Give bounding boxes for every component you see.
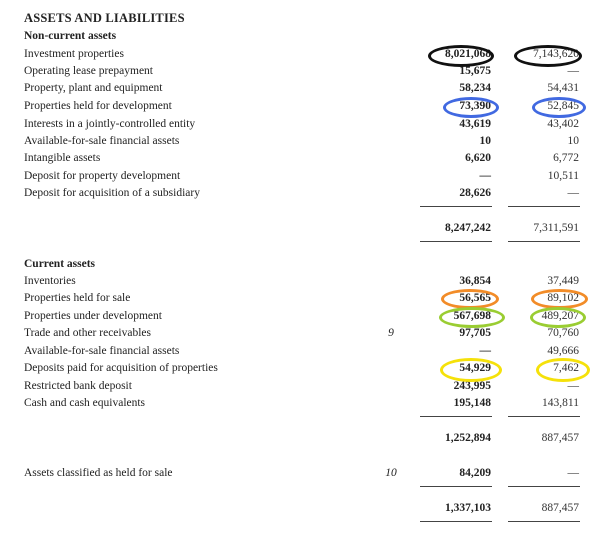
- row-label: Available-for-sale financial assets: [24, 345, 180, 357]
- total-prior-year: 7,311,591: [533, 222, 579, 234]
- row-label: Intangible assets: [24, 152, 101, 164]
- highlight-oval-blue: [443, 97, 499, 118]
- rule-line: [420, 416, 492, 417]
- value-prior-year: 70,760: [547, 327, 579, 339]
- highlight-oval-blue: [532, 97, 586, 118]
- table-row: [0, 397, 600, 414]
- row-label: Available-for-sale financial assets: [24, 135, 180, 147]
- table-row: [0, 345, 600, 362]
- table-row: [0, 82, 600, 99]
- total-row: [0, 222, 600, 239]
- grand-total-prior-year: 887,457: [541, 502, 579, 514]
- value-current-year: 243,995: [453, 380, 491, 392]
- highlight-oval-black: [428, 45, 494, 67]
- table-row: [0, 275, 600, 292]
- row-label: Assets classified as held for sale: [24, 467, 173, 479]
- rule-line: [420, 521, 492, 522]
- row-label: Inventories: [24, 275, 76, 287]
- value-prior-year: 49,666: [547, 345, 579, 357]
- row-label: Property, plant and equipment: [24, 82, 163, 94]
- value-prior-year: 10: [567, 135, 579, 147]
- table-row: [0, 65, 600, 82]
- grand-total-current-year: 1,337,103: [445, 502, 491, 514]
- value-current-year: 56,565: [459, 292, 491, 304]
- table-row: [0, 327, 600, 344]
- table-row: [0, 170, 600, 187]
- value-prior-year: 6,772: [553, 152, 579, 164]
- value-current-year: 43,619: [459, 118, 491, 130]
- row-label: Interests in a jointly-controlled entity: [24, 118, 196, 130]
- subtotal-prior-year: 887,457: [541, 432, 579, 444]
- value-prior-year: —: [567, 65, 579, 77]
- rule-line: [420, 241, 492, 242]
- highlight-oval-orange: [441, 289, 499, 309]
- value-prior-year: —: [567, 380, 579, 392]
- value-prior-year: 52,845: [547, 100, 579, 112]
- table-row: [0, 292, 600, 309]
- section-heading-current: Current assets: [24, 258, 96, 270]
- statement-title: ASSETS AND LIABILITIES: [24, 11, 185, 25]
- value-current-year: 10: [479, 135, 491, 147]
- value-current-year: 8,021,068: [445, 48, 491, 60]
- row-label: Deposits paid for acquisition of properties: [24, 362, 218, 374]
- value-prior-year: 89,102: [547, 292, 579, 304]
- table-row: [0, 48, 600, 65]
- section-heading-non-current: Non-current assets: [24, 30, 117, 42]
- grand-total-row: [0, 502, 600, 519]
- table-row: [0, 380, 600, 397]
- table-row: [0, 100, 600, 117]
- highlight-oval-yellow: [440, 358, 502, 382]
- value-current-year: 36,854: [459, 275, 491, 287]
- rule-line: [508, 521, 580, 522]
- row-label: Investment properties: [24, 48, 124, 60]
- note-ref: 9: [388, 327, 394, 339]
- value-current-year: —: [479, 345, 491, 357]
- row-label: Restricted bank deposit: [24, 380, 132, 392]
- value-prior-year: 37,449: [547, 275, 579, 287]
- value-current-year: 97,705: [459, 327, 491, 339]
- value-prior-year: 7,462: [553, 362, 579, 374]
- value-current-year: 54,929: [459, 362, 491, 374]
- value-current-year: 567,698: [453, 310, 491, 322]
- total-current-year: 8,247,242: [445, 222, 491, 234]
- table-row: [0, 118, 600, 135]
- rule-line: [420, 206, 492, 207]
- value-prior-year: —: [567, 187, 579, 199]
- table-row: [0, 152, 600, 169]
- highlight-oval-green: [530, 307, 586, 328]
- rule-line: [508, 241, 580, 242]
- subtotal-row: [0, 432, 600, 449]
- value-current-year: 28,626: [459, 187, 491, 199]
- highlight-oval-orange: [531, 289, 588, 309]
- highlight-oval-green: [439, 307, 505, 328]
- value-current-year: 6,620: [465, 152, 491, 164]
- row-label: Deposit for property development: [24, 170, 181, 182]
- value-current-year: —: [479, 170, 491, 182]
- value-prior-year: 143,811: [542, 397, 579, 409]
- rule-line: [508, 206, 580, 207]
- note-ref: 10: [385, 467, 397, 479]
- table-row: [0, 135, 600, 152]
- value-current-year: 73,390: [459, 100, 491, 112]
- value-current-year: 84,209: [459, 467, 491, 479]
- rule-line: [508, 416, 580, 417]
- table-row: [0, 362, 600, 379]
- value-prior-year: 10,511: [547, 170, 579, 182]
- rule-line: [420, 486, 492, 487]
- value-current-year: 58,234: [459, 82, 491, 94]
- table-row: [0, 467, 600, 484]
- table-row: [0, 310, 600, 327]
- value-current-year: 195,148: [453, 397, 491, 409]
- row-label: Properties held for sale: [24, 292, 131, 304]
- table-row: [0, 187, 600, 204]
- value-current-year: 15,675: [459, 65, 491, 77]
- row-label: Trade and other receivables: [24, 327, 151, 339]
- highlight-oval-black: [514, 45, 582, 67]
- highlight-oval-yellow: [536, 358, 590, 382]
- row-label: Cash and cash equivalents: [24, 397, 146, 409]
- rule-line: [508, 486, 580, 487]
- value-prior-year: —: [567, 467, 579, 479]
- row-label: Properties held for development: [24, 100, 172, 112]
- value-prior-year: 7,143,620: [533, 48, 579, 60]
- value-prior-year: 43,402: [547, 118, 579, 130]
- subtotal-current-year: 1,252,894: [445, 432, 491, 444]
- value-prior-year: 489,207: [541, 310, 579, 322]
- row-label: Operating lease prepayment: [24, 65, 153, 77]
- value-prior-year: 54,431: [547, 82, 579, 94]
- row-label: Deposit for acquisition of a subsidiary: [24, 187, 200, 199]
- row-label: Properties under development: [24, 310, 162, 322]
